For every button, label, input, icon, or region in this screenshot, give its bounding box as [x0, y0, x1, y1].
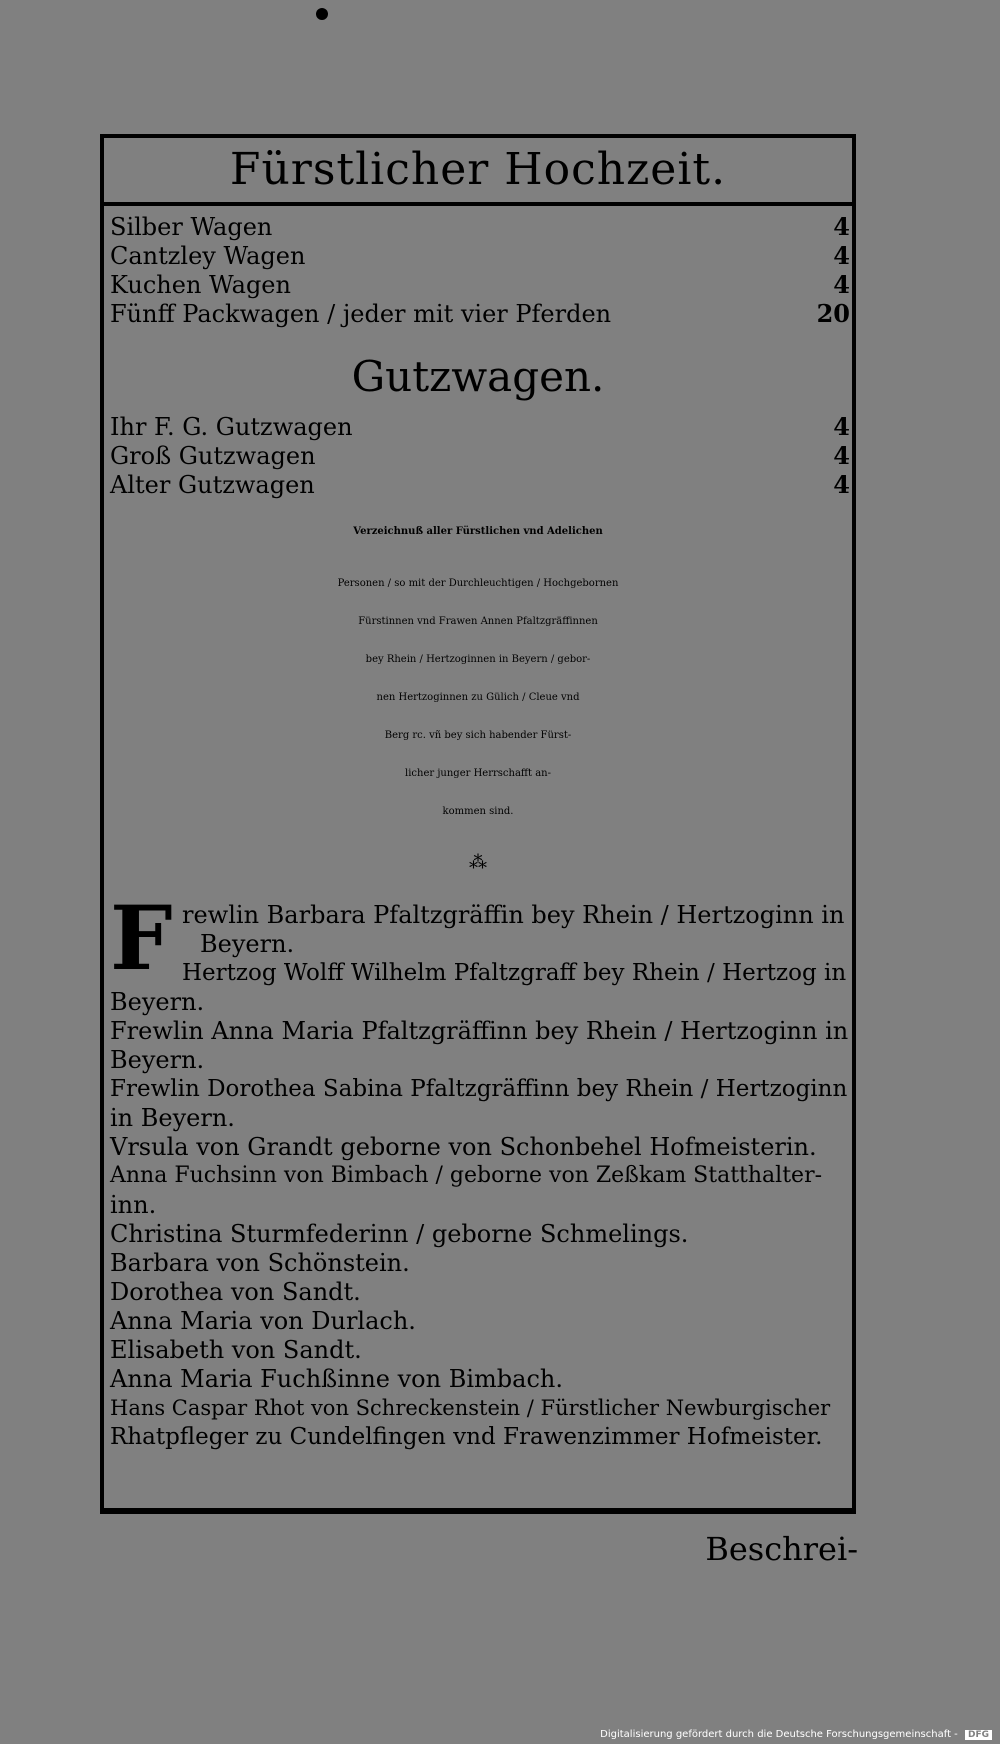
- heading-line: Berg rc. vñ bey sich habender Fürst-: [384, 730, 572, 741]
- entry-label: Fünff Packwagen / jeder mit vier Pferden: [110, 300, 612, 328]
- footer-text: Digitalisierung gefördert durch die Deutsche Forschungsgemeinschaft -: [600, 1729, 958, 1740]
- entry-count: 4: [833, 270, 850, 299]
- list-item: Hans Caspar Rhot von Schreckenstein / Fürstlicher Newburgischer: [110, 1396, 831, 1420]
- entry-label: Alter Gutzwagen: [110, 471, 315, 499]
- list-item: Christina Sturmfederinn / geborne Schmelings.: [110, 1220, 689, 1248]
- heading-line: Personen / so mit der Durchleuchtigen / Hochgebornen: [337, 578, 619, 589]
- list-item: [110, 299, 850, 329]
- list-item: Dorothea von Sandt.: [110, 1278, 361, 1306]
- entry-count: 4: [833, 470, 850, 499]
- list-item: [110, 470, 850, 500]
- list-item: rewlin Barbara Pfaltzgräffin bey Rhein / Hertzoginn in: [182, 901, 845, 929]
- list-item: [110, 441, 850, 471]
- heading-line: Verzeichnuß aller Fürstlichen vnd Adelichen: [353, 526, 603, 537]
- list-item: Beyern.: [200, 930, 295, 958]
- frame-left-rule: [100, 134, 104, 1512]
- dfg-logo: DFG: [965, 1730, 992, 1740]
- list-item: Anna Fuchsinn von Bimbach / geborne von Zeßkam Statthalter-: [110, 1163, 823, 1188]
- list-item: Hertzog Wolff Wilhelm Pfaltzgraff bey Rhein / Hertzog in: [182, 960, 847, 986]
- list-item: Vrsula von Grandt geborne von Schonbehel Hofmeisterin.: [110, 1133, 817, 1161]
- frame-top-rule: [100, 134, 856, 138]
- frame-bottom-rule: [100, 1508, 856, 1514]
- list-item: Anna Maria von Durlach.: [110, 1307, 416, 1335]
- heading-line: Fürstinnen vnd Frawen Annen Pfaltzgräffinnen: [358, 616, 598, 627]
- list-item: [110, 212, 850, 242]
- heading-line: nen Hertzoginnen zu Gülich / Cleue vnd: [376, 692, 580, 703]
- list-item: Beyern.: [110, 1046, 205, 1074]
- list-item: [110, 412, 850, 442]
- entry-label: Cantzley Wagen: [110, 242, 306, 270]
- list-item: Frewlin Anna Maria Pfaltzgräffinn bey Rhein / Hertzoginn in: [110, 1017, 849, 1045]
- ink-dot: [316, 8, 328, 20]
- ornament-asterism: ⁂: [469, 852, 487, 873]
- heading-line: licher junger Herrschafft an-: [405, 768, 551, 779]
- digitization-credit: [600, 1729, 992, 1740]
- list-item: Beyern.: [110, 988, 205, 1016]
- section-heading: Gutzwagen.: [351, 352, 605, 401]
- list-item: [110, 270, 850, 300]
- list-item: inn.: [110, 1191, 157, 1219]
- entry-count: 4: [833, 441, 850, 470]
- catchword: Beschrei-: [705, 1530, 858, 1568]
- entry-count: 4: [833, 212, 850, 241]
- entry-count: 4: [833, 241, 850, 270]
- list-item: in Beyern.: [110, 1104, 235, 1132]
- heading-line: bey Rhein / Hertzoginnen in Beyern / gebor-: [365, 654, 591, 665]
- list-item: Frewlin Dorothea Sabina Pfaltzgräffinn bey Rhein / Hertzoginn: [110, 1076, 848, 1102]
- entry-label: Groß Gutzwagen: [110, 442, 316, 470]
- list-item: Elisabeth von Sandt.: [110, 1336, 362, 1364]
- entry-label: Ihr F. G. Gutzwagen: [110, 413, 353, 441]
- entry-count: 20: [816, 299, 850, 328]
- list-item: Anna Maria Fuchßinne von Bimbach.: [110, 1365, 563, 1393]
- entry-label: Silber Wagen: [110, 213, 273, 241]
- frame-right-rule: [852, 134, 856, 1512]
- page-frame: [100, 134, 856, 1516]
- entry-count: 4: [833, 412, 850, 441]
- running-head: Fürstlicher Hochzeit.: [229, 144, 727, 195]
- heading-line: kommen sind.: [442, 806, 514, 817]
- list-item: Rhatpfleger zu Cundelfingen vnd Frawenzimmer Hofmeister.: [110, 1424, 823, 1450]
- list-item: Barbara von Schönstein.: [110, 1249, 410, 1277]
- list-item: [110, 241, 850, 271]
- entry-label: Kuchen Wagen: [110, 271, 291, 299]
- drop-initial: F: [110, 886, 173, 990]
- header-rule: [100, 202, 856, 206]
